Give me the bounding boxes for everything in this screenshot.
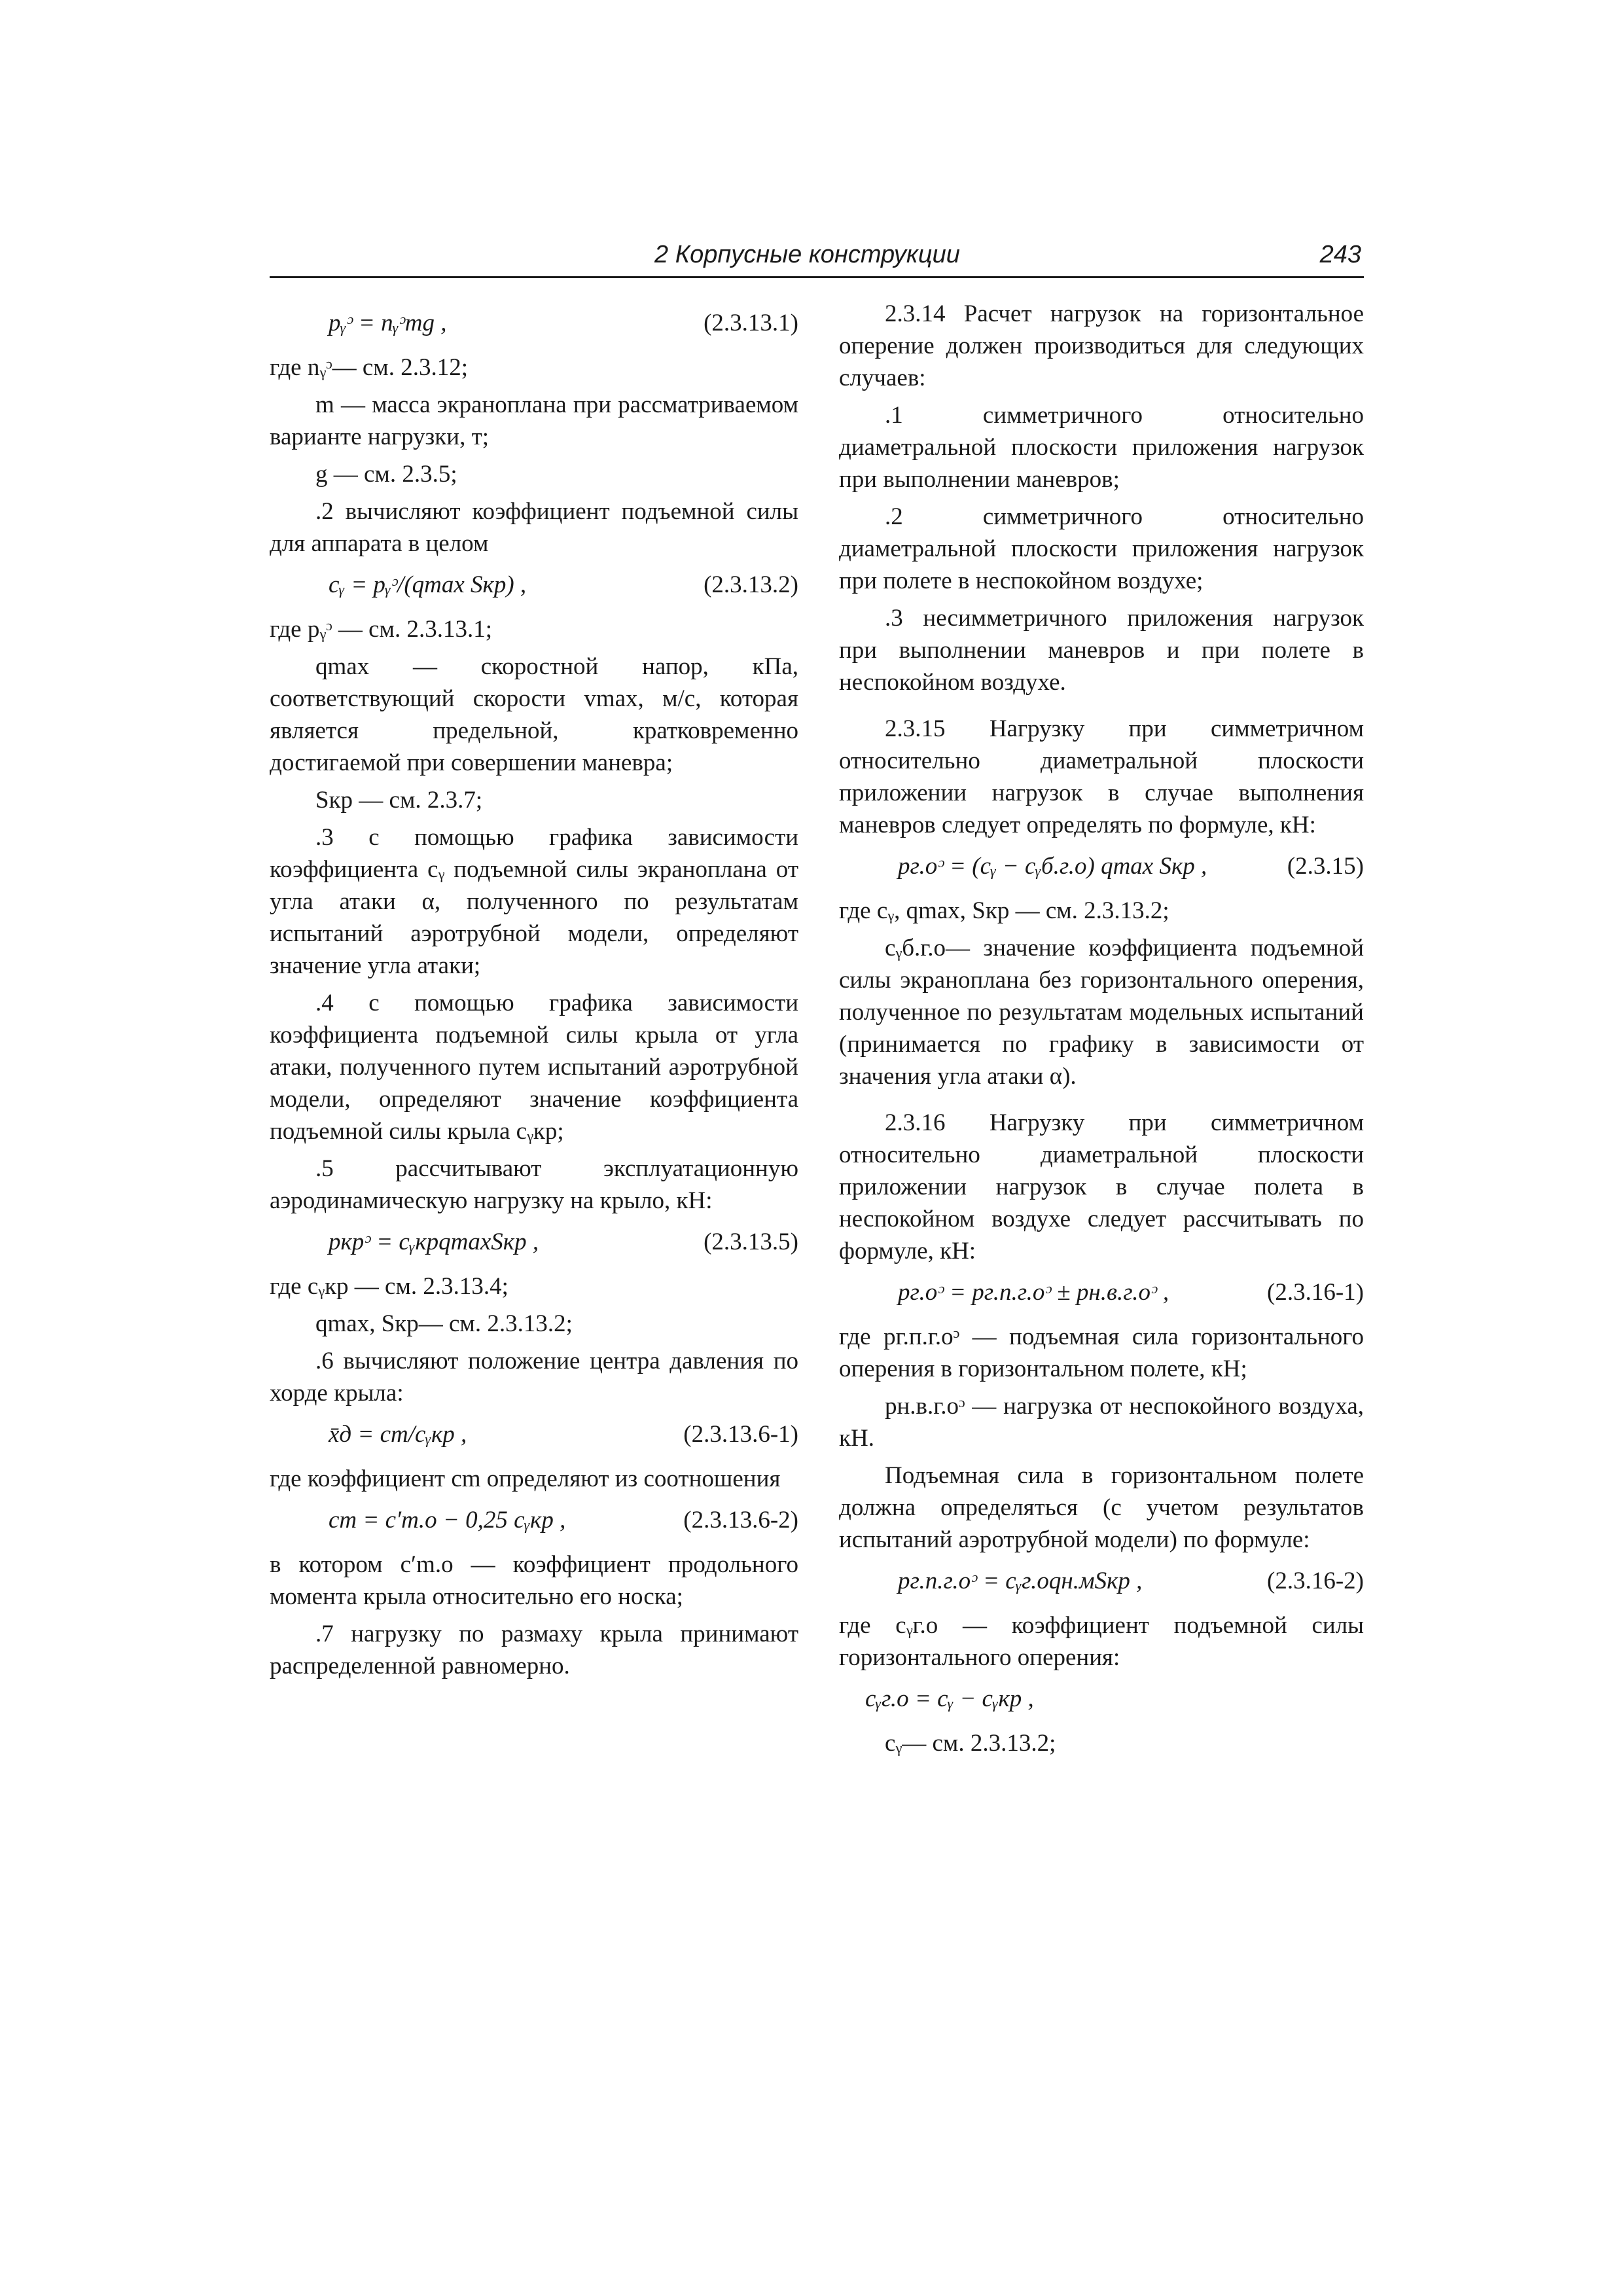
definition: где cᵧ, qmax, Sкр — см. 2.3.13.2; — [839, 897, 1169, 924]
formula: cᵧ = pᵧᵓ/(qmax Sкр) , — [329, 571, 527, 598]
list-item: .1 симметричного относительно диаметральной плоскости приложения нагрузок при выполнении маневров; — [839, 402, 1364, 493]
formula: pᵧᵓ = nᵧᵓmg , — [329, 310, 447, 336]
definition: где nᵧᵓ— см. 2.3.12; — [270, 354, 468, 381]
definition: Sкр — см. 2.3.7; — [315, 787, 483, 814]
equation-number: (2.3.16-2) — [1267, 1568, 1364, 1594]
equation-number: (2.3.13.6-2) — [683, 1507, 798, 1534]
equation-number: (2.3.13.6-1) — [683, 1421, 798, 1448]
definition: pн.в.г.оᵓ — нагрузка от неспокойного воздуха, кН. — [839, 1393, 1364, 1452]
list-item: .3 несимметричного приложения нагрузок при выполнении маневров и при полете в неспокойном воздухе. — [839, 605, 1364, 696]
left-column — [270, 298, 798, 1687]
equation-number: (2.3.13.2) — [704, 571, 798, 598]
equation-2-3-13-2 — [270, 565, 798, 604]
equation-2-3-13-1 — [270, 303, 798, 342]
definition: где pг.п.г.оᵓ — подъемная сила горизонтального оперения в горизонтальном полете, кН; — [839, 1323, 1364, 1382]
list-item: .7 нагрузку по размаху крыла принимают распределенной равномерно. — [270, 1621, 798, 1679]
section-2-3-14: 2.3.14 Расчет нагрузок на горизонтальное оперение должен производиться для следующих случаев: — [839, 300, 1364, 391]
paragraph: Подъемная сила в горизонтальном полете должна определяться (с учетом результатов испытаний аэротрубной модели) по формуле: — [839, 1462, 1364, 1553]
list-item: .6 вычисляют положение центра давления по хорде крыла: — [270, 1348, 798, 1407]
definition: m — масса экраноплана при рассматриваемом варианте нагрузки, т; — [270, 391, 798, 450]
definition: qmax — скоростной напор, кПа, соответствующий скорости vmax, м/с, которая является предельной, кратковременно достигаемой при совершении маневра; — [270, 653, 798, 776]
formula: pг.оᵓ = (cᵧ − cᵧб.г.о) qmax Sкр , — [898, 853, 1207, 880]
equation-2-3-16-1 — [839, 1272, 1364, 1312]
list-item: .3 с помощью графика зависимости коэффициента cᵧ подъемной силы экраноплана от угла атаки α, полученного по результатам испытаний аэротрубной модели, определяют значение угла атаки; — [270, 824, 798, 979]
equation-number: (2.3.15) — [1287, 853, 1364, 880]
definition: cᵧб.г.о— значение коэффициента подъемной силы экраноплана без горизонтального оперения, полученное по результатам модельных испытаний (принимается по графику в зависимости от значения угла атаки α). — [839, 935, 1364, 1090]
list-item: .4 с помощью графика зависимости коэффициента подъемной силы крыла от угла атаки, полученного путем испытаний аэротрубной модели, определяют значение коэффициента подъемной силы крыла cᵧкр; — [270, 990, 798, 1145]
equation-number: (2.3.16-1) — [1267, 1279, 1364, 1306]
formula: pкрᵓ = cᵧкрqmaxSкр , — [329, 1229, 539, 1255]
equation-number: (2.3.13.1) — [704, 310, 798, 336]
equation-cy-go — [839, 1679, 1364, 1718]
section-2-3-15: 2.3.15 Нагрузку при симметричном относительно диаметральной плоскости приложении нагрузок в случае выполнения маневров следует определять по формуле, кН: — [839, 715, 1364, 838]
formula: cm = c′m.o − 0,25 cᵧкр , — [329, 1507, 566, 1534]
definition: где pᵧᵓ — см. 2.3.13.1; — [270, 616, 492, 643]
list-item: .2 вычисляют коэффициент подъемной силы для аппарата в целом — [270, 498, 798, 557]
section-2-3-16: 2.3.16 Нагрузку при симметричном относительно диаметральной плоскости приложении нагрузок в случае полета в неспокойном воздухе следует рассчитывать по формуле, кН: — [839, 1109, 1364, 1265]
equation-2-3-13-6-2 — [270, 1500, 798, 1539]
page-number: 243 — [1319, 241, 1361, 268]
definition: g — см. 2.3.5; — [315, 461, 457, 488]
definition: qmax, Sкр— см. 2.3.13.2; — [315, 1310, 573, 1337]
list-item: .2 симметричного относительно диаметральной плоскости приложения нагрузок при полете в неспокойном воздухе; — [839, 503, 1364, 594]
definition: в котором c′m.o — коэффициент продольного момента крыла относительно его носка; — [270, 1551, 798, 1610]
right-column — [839, 298, 1364, 1765]
formula: cᵧг.о = cᵧ − cᵧкр , — [865, 1685, 1034, 1712]
definition: где cᵧкр — см. 2.3.13.4; — [270, 1273, 508, 1300]
formula: pг.п.г.оᵓ = cᵧг.оqн.мSкр , — [898, 1568, 1143, 1594]
equation-2-3-16-2 — [839, 1561, 1364, 1600]
equation-2-3-13-6-1 — [270, 1414, 798, 1454]
page-header — [270, 241, 1364, 278]
equation-2-3-15 — [839, 846, 1364, 886]
definition: где коэффициент cm определяют из соотношения — [270, 1465, 781, 1492]
formula: x̄д = cm/cᵧкр , — [329, 1421, 467, 1448]
definition: где cᵧг.о — коэффициент подъемной силы горизонтального оперения: — [839, 1612, 1364, 1671]
equation-2-3-13-5 — [270, 1222, 798, 1261]
running-head: 2 Корпусные конструкции — [654, 241, 960, 268]
equation-number: (2.3.13.5) — [704, 1229, 798, 1255]
formula: pг.оᵓ = pг.п.г.оᵓ ± pн.в.г.оᵓ , — [898, 1279, 1169, 1306]
list-item: .5 рассчитывают эксплуатационную аэродинамическую нагрузку на крыло, кН: — [270, 1155, 798, 1214]
definition: cᵧ— см. 2.3.13.2; — [885, 1730, 1056, 1757]
